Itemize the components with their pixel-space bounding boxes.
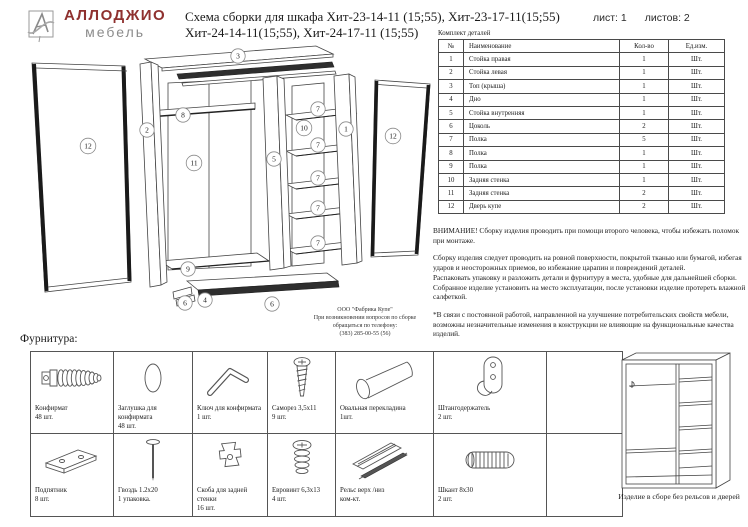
hardware-cell [268, 434, 336, 516]
hardware-cell [193, 434, 268, 516]
svg-text:4: 4 [203, 295, 207, 305]
hardware-qty: 8 шт. [35, 496, 50, 504]
hardware-name: Гвоздь 1.2х20 [118, 487, 158, 495]
assembly-diagram [15, 42, 435, 332]
hardware-name: Рельс верх /низ [340, 487, 385, 495]
part-callout [80, 138, 96, 154]
foot-pad-icon [38, 437, 106, 483]
svg-text:3: 3 [236, 51, 240, 61]
svg-text:7: 7 [316, 238, 320, 248]
hardware-qty: 1шт. [340, 413, 353, 421]
part-callout [186, 155, 202, 171]
hardware-cell [268, 352, 336, 434]
table-row: 10 Задняя стенка 1 Шт. [439, 173, 725, 186]
svg-text:10: 10 [300, 123, 308, 133]
part-callout [198, 293, 212, 307]
part-callout [385, 128, 401, 144]
assembly-title [185, 9, 575, 40]
hardware-name: Ключ для конфирмата [197, 405, 262, 412]
part-callout [265, 297, 279, 311]
hardware-name: Евровинт 6,3х13 [272, 487, 321, 495]
hardware-name: Саморез 3,5х11 [272, 405, 317, 412]
table-row: 5 Стойка внутренняя 1 Шт. [439, 106, 725, 119]
hardware-cell [336, 434, 434, 516]
hardware-name: Заглушка для конфирмата [118, 405, 157, 421]
hardware-cell [434, 352, 547, 434]
handling-note: Сборку изделия следует проводить на ровной поверхности, покрытой тканью или бумагой, избегая ударов и неосторожных приемов, во избежание царапин и повреждений деталей. Распаковать упаковку и разложить детали и фурнитуру в места, удобные для дальнейшей сборки. Собранное изделие установить на место эксплуатации, после установки изделие протереть влажной салфеткой. [433, 253, 746, 302]
table-row: 4 Дно 1 Шт. [439, 93, 725, 106]
hardware-cell [31, 434, 114, 516]
rod-holder-icon [458, 354, 522, 402]
col-number: № [439, 40, 464, 53]
svg-text:1: 1 [344, 124, 348, 134]
brand-subtitle: мебель [85, 24, 146, 40]
hardware-cell [193, 352, 268, 434]
confirmat-screw-icon [38, 355, 106, 401]
note-line: При возникновении вопросов по сборке [313, 315, 417, 322]
part-callout [181, 262, 195, 276]
svg-text:11: 11 [190, 158, 198, 168]
svg-text:6: 6 [270, 299, 274, 309]
cap-icon [121, 355, 185, 401]
hardware-cell [336, 352, 434, 434]
assembly-notes [433, 226, 747, 347]
part-callout [311, 138, 325, 152]
hardware-table [30, 351, 623, 517]
note-line: обращаться по телефону: [332, 323, 398, 330]
table-row: 2 Стойка левая 1 Шт. [439, 66, 725, 79]
part-callout [178, 296, 192, 310]
assembled-caption: Изделие в сборе без рельсов и дверей [618, 492, 740, 501]
hardware-cell [31, 352, 114, 434]
oval-rod-icon [345, 354, 425, 402]
part-callout [296, 120, 312, 136]
svg-text:7: 7 [316, 203, 320, 213]
warning-note: ВНИМАНИЕ! Сборку изделия проводить при помощи второго человека, чтобы избежать поломок при монтаже. [433, 226, 740, 245]
hardware-name: Овальная перекладина [340, 405, 406, 412]
sheet-number: лист: 1 [593, 12, 627, 24]
svg-text:7: 7 [316, 173, 320, 183]
hardware-qty: 1 шт. [197, 413, 212, 421]
hardware-cell [434, 434, 547, 516]
svg-text:5: 5 [272, 154, 276, 164]
disclaimer-note: *В связи с постоянной работой, направленной на улучшение потребительских свойств мебели, возможны незначительные изменения в конструкции не влияющие на функциональные качества изделий. [433, 309, 734, 339]
part-callout [140, 123, 154, 137]
table-row: 8 Полка 1 Шт. [439, 147, 725, 160]
hardware-qty: 1 упаковка. [118, 496, 151, 504]
part-callout [311, 102, 325, 116]
part-callout [267, 152, 281, 166]
table-row: 3 Топ (крыша) 1 Шт. [439, 80, 725, 93]
title-line-2: Хит-24-14-11(15;55), Хит-24-17-11 (15;55) [185, 24, 419, 40]
hardware-qty: 48 шт. [35, 413, 53, 421]
part-callout [311, 171, 325, 185]
hardware-qty: 4 шт. [272, 496, 287, 504]
part-callout [311, 201, 325, 215]
hardware-qty: ком-кт. [340, 496, 361, 504]
hardware-title: Фурнитура: [20, 333, 78, 345]
svg-text:12: 12 [389, 131, 397, 141]
euro-screw-icon [272, 437, 332, 483]
svg-text:7: 7 [316, 104, 320, 114]
table-row: 6 Цоколь 2 Шт. [439, 120, 725, 133]
col-name: Наименование [464, 40, 620, 53]
hardware-empty-cell [547, 434, 623, 516]
table-row: 12 Дверь купе 2 Шт. [439, 200, 725, 213]
dowel-icon [456, 437, 524, 483]
note-line: ООО "Фабрика Купе" [337, 307, 393, 313]
parts-table [438, 39, 725, 214]
side-stand-left [140, 62, 167, 287]
part-callout [339, 122, 353, 136]
parts-header-row [439, 40, 725, 53]
hardware-name: Подпятник [35, 487, 67, 495]
part-callout [311, 236, 325, 250]
sliding-door-left [32, 63, 131, 292]
col-qty: Кол-во [620, 40, 669, 53]
table-row: 9 Полка 1 Шт. [439, 160, 725, 173]
svg-text:9: 9 [186, 264, 190, 274]
parts-table-caption: Комплект деталей [438, 30, 491, 37]
hardware-qty: 2 шт. [438, 413, 453, 421]
note-line: (383) 285-00-55 (56) [339, 331, 391, 338]
brand-name: АЛЛОДЖИО [64, 7, 167, 24]
inner-stand [263, 76, 291, 270]
factory-contact-note [306, 306, 424, 338]
hardware-qty: 16 шт. [197, 505, 215, 513]
svg-text:6: 6 [183, 298, 187, 308]
logo-mark-icon [26, 8, 56, 44]
svg-text:8: 8 [181, 110, 185, 120]
svg-text:12: 12 [84, 141, 92, 151]
hardware-name: Скоба для задней стенки [197, 487, 248, 504]
table-row: 11 Задняя стенка 2 Шт. [439, 187, 725, 200]
svg-text:2: 2 [145, 125, 149, 135]
brand-logo [26, 8, 166, 44]
col-unit: Ед.изм. [669, 40, 725, 53]
rail-icon [345, 436, 425, 484]
hardware-qty: 48 шт. [118, 422, 136, 430]
part-callout [176, 108, 190, 122]
hardware-name: Шкант 8х30 [438, 487, 473, 495]
hardware-cell [114, 434, 193, 516]
hardware-name: Штангодержатель [438, 405, 491, 412]
hardware-cell [114, 352, 193, 434]
screw-icon [272, 355, 332, 401]
back-wall-bracket-icon [198, 437, 262, 483]
sheet-info [593, 12, 690, 24]
hardware-empty-cell [547, 352, 623, 434]
part-callout [231, 49, 245, 63]
side-stand-right [334, 74, 362, 265]
hardware-qty: 9 шт. [272, 413, 287, 421]
svg-text:7: 7 [316, 140, 320, 150]
assembled-product-drawing [618, 350, 748, 492]
title-line-1: Схема сборки для шкафа Хит-23-14-11 (15;55), Хит-23-17-11(15;55) [185, 9, 560, 24]
table-row: 7 Полка 5 Шт. [439, 133, 725, 146]
nail-icon [121, 436, 185, 484]
hex-key-icon [198, 355, 262, 401]
hardware-qty: 2 шт. [438, 496, 453, 504]
sheets-total: листов: 2 [644, 12, 690, 24]
table-row: 1 Стойка правая 1 Шт. [439, 53, 725, 66]
sliding-door-right [371, 80, 430, 257]
hardware-name: Конфирмат [35, 405, 68, 412]
